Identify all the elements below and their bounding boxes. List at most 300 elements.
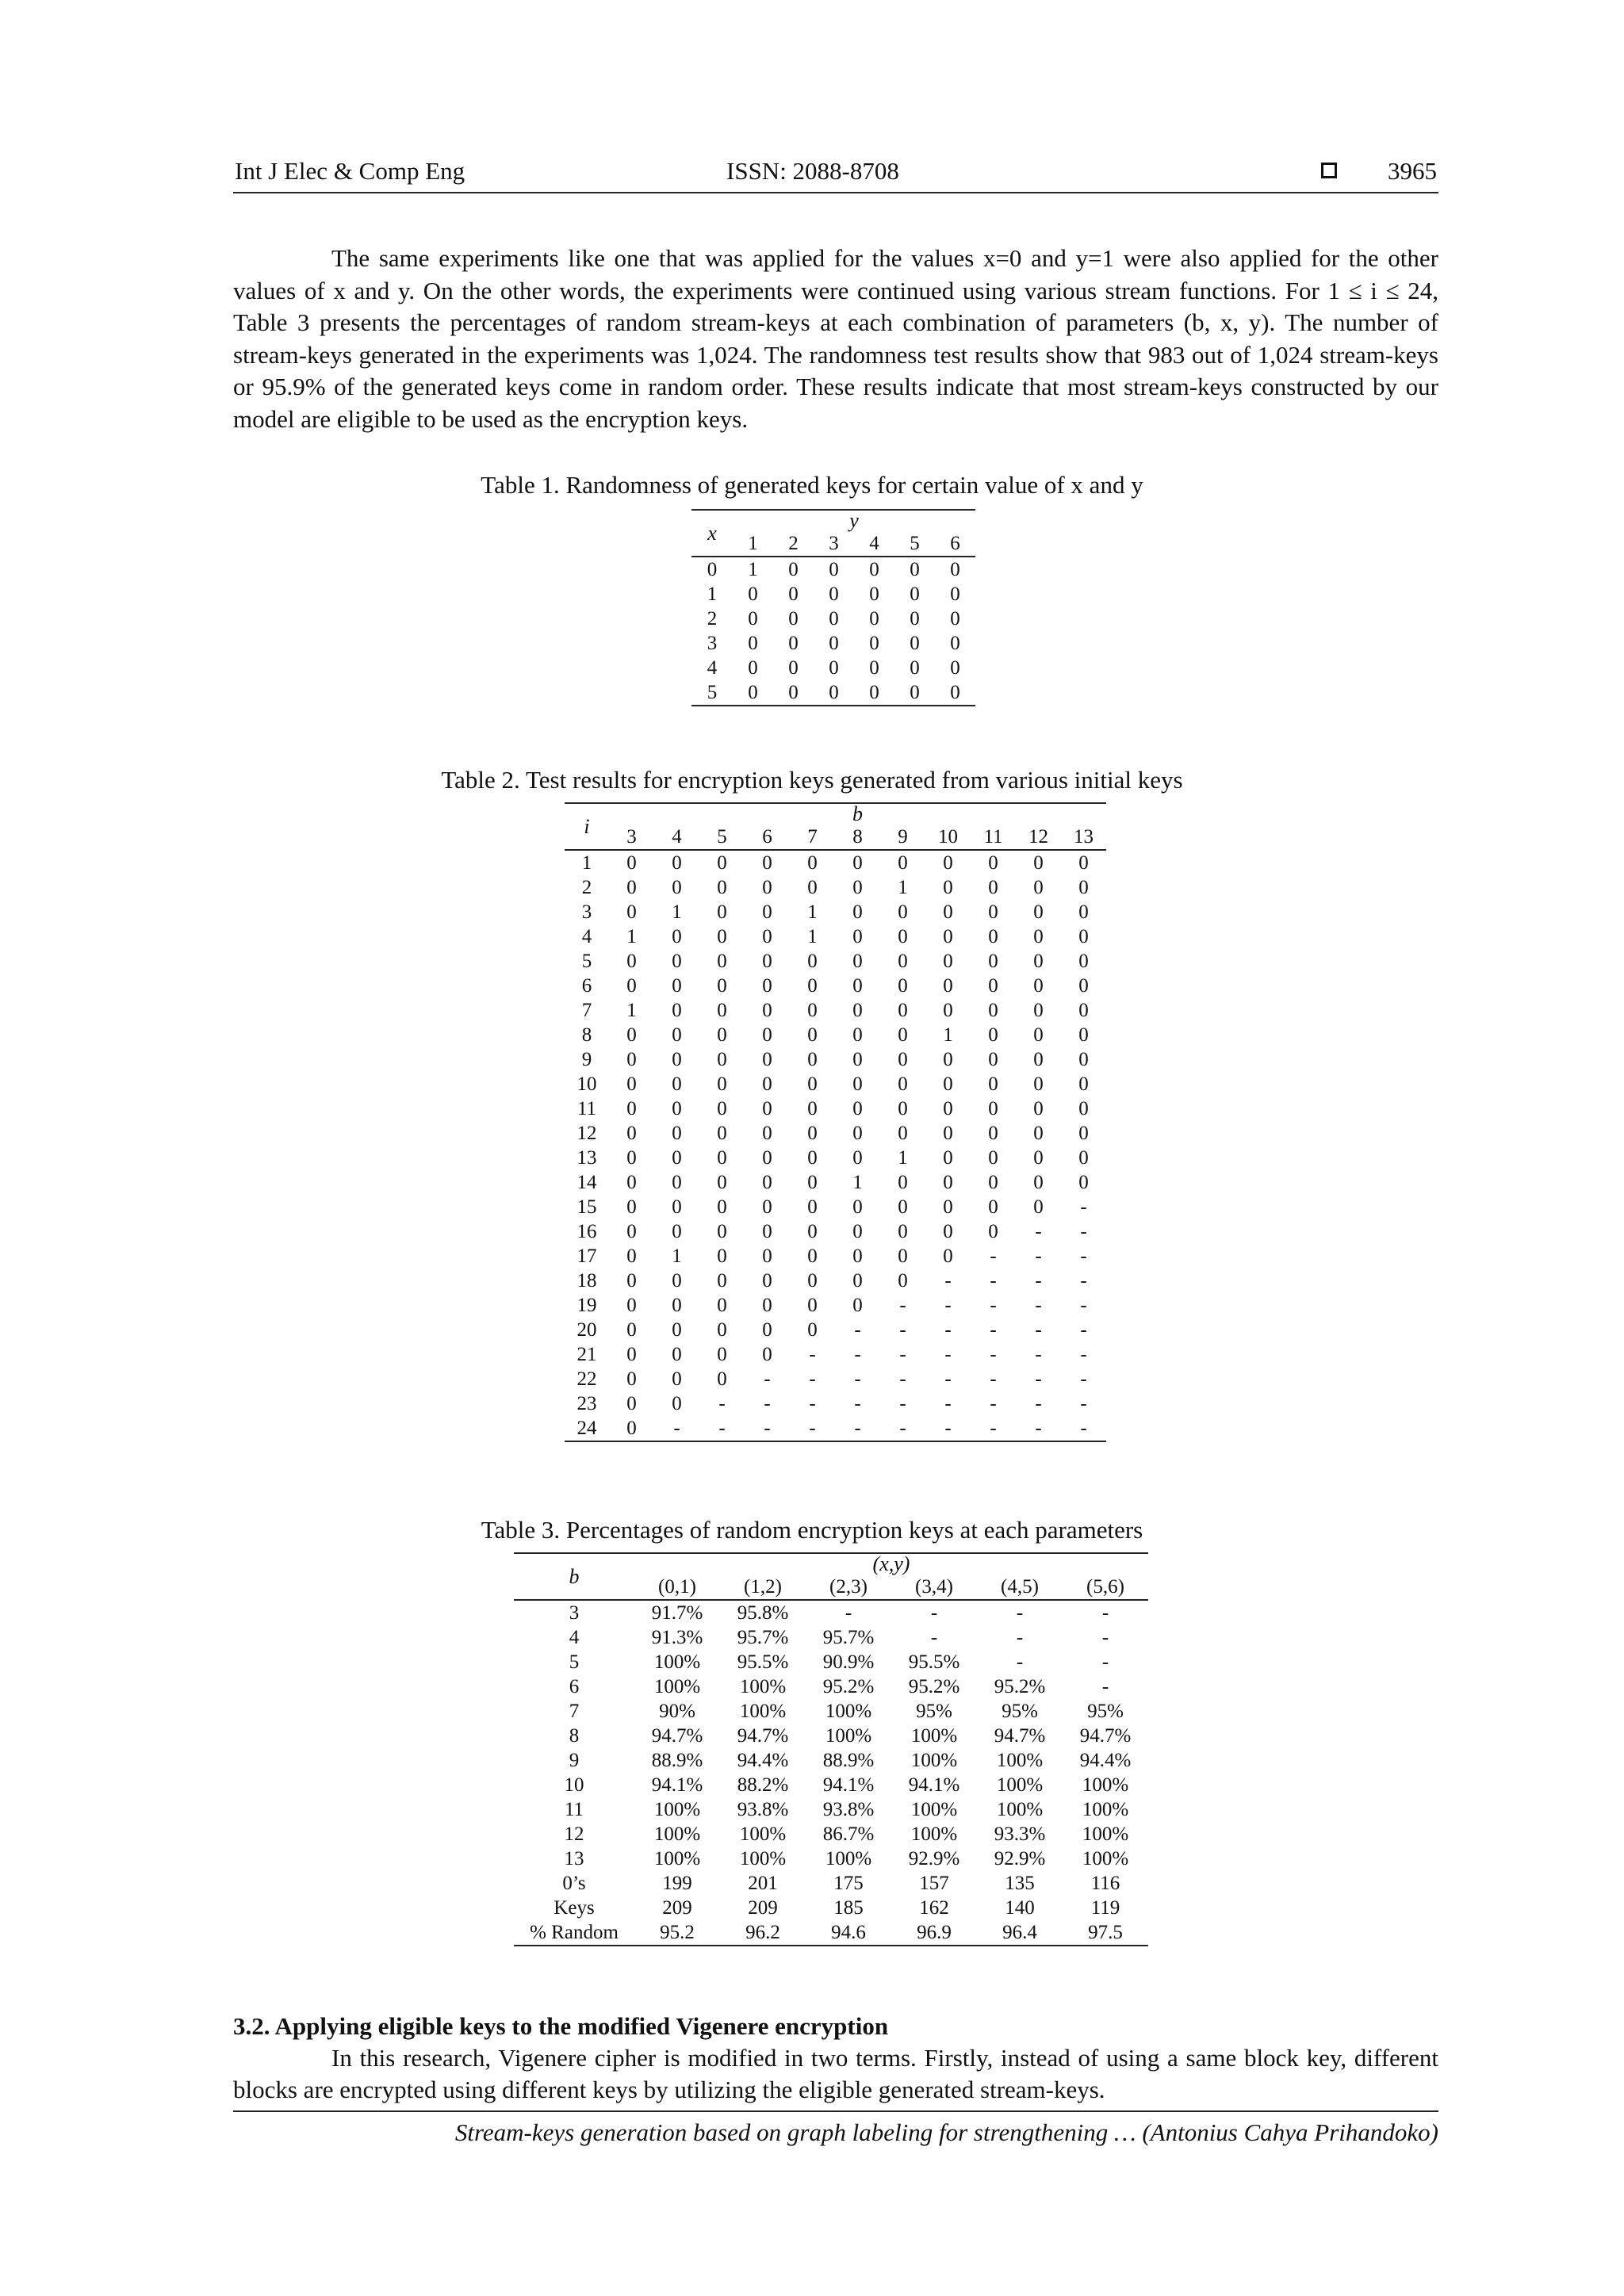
table1-caption: Table 1. Randomness of generated keys for certain value of x and y (481, 471, 1143, 499)
table2-cell: 0 (672, 1295, 682, 1316)
table2-cell: 0 (1033, 1196, 1044, 1218)
table2-cell: 0 (717, 1024, 727, 1046)
table2-cell: 0 (672, 1270, 682, 1292)
table2-cell: - (990, 1246, 997, 1267)
table2-cell: 1 (898, 1147, 908, 1169)
table3-cell: 100% (825, 1725, 872, 1747)
table2-cell: 0 (898, 1098, 908, 1119)
table-row (565, 875, 1106, 900)
table-row (514, 1822, 1148, 1846)
table2-cell: 0 (762, 1073, 772, 1095)
table3-cell: 91.7% (651, 1602, 703, 1624)
table2-cell: 0 (807, 1319, 818, 1341)
table3-cell: 162 (919, 1897, 949, 1919)
table2-cell: 0 (762, 1295, 772, 1316)
table3-cell: 94.7% (1079, 1725, 1132, 1747)
table1-cell: 0 (829, 633, 839, 654)
table-row (565, 1342, 1106, 1367)
table2-row-label: 21 (576, 1344, 597, 1365)
table-row (514, 1920, 1148, 1946)
table2-cell: 0 (807, 1270, 818, 1292)
table2-cell: 0 (717, 1147, 727, 1169)
table2-row-label: 10 (576, 1073, 597, 1095)
table1-row-variable: x (691, 510, 733, 557)
table1-cell: 0 (910, 633, 920, 654)
table2-cell: 0 (626, 1319, 637, 1341)
table1-column-header: 3 (814, 531, 854, 557)
table2-cell: 0 (988, 1000, 998, 1021)
table-row (691, 557, 975, 582)
table2-cell: 0 (943, 951, 953, 972)
table2-column-header: 3 (609, 825, 654, 850)
table2-cell: - (1035, 1221, 1042, 1242)
table3-cell: 95.2% (822, 1676, 875, 1697)
table2-cell: 1 (807, 926, 818, 947)
table-row (565, 1416, 1106, 1441)
table3-cell: 100% (653, 1676, 701, 1697)
table2-cell: 0 (762, 1049, 772, 1070)
table2-cell: - (718, 1418, 726, 1439)
table2-cell: 0 (943, 1098, 953, 1119)
table2-cell: 0 (1078, 877, 1089, 898)
table2-cell: 0 (807, 1123, 818, 1144)
table2-cell: - (990, 1270, 997, 1292)
table2-cell: 0 (762, 1000, 772, 1021)
table2-cell: 0 (1033, 1024, 1044, 1046)
table2-cell: 0 (807, 877, 818, 898)
table2-cell: 0 (717, 1368, 727, 1390)
table2-cell: - (1035, 1368, 1042, 1390)
table3-cell: 92.9% (994, 1848, 1046, 1869)
table2-cell: 0 (1033, 1172, 1044, 1193)
table2-cell: 0 (1033, 926, 1044, 947)
table2-cell: 0 (852, 975, 863, 997)
table2-cell: 0 (943, 1123, 953, 1144)
table3-column-header: (1,2) (720, 1575, 806, 1600)
table2-cell: 0 (943, 1000, 953, 1021)
table1-cell: 0 (869, 584, 879, 605)
table3-cell: 88.2% (737, 1774, 789, 1796)
table3-cell: 100% (910, 1823, 958, 1845)
table1-cell: 0 (829, 608, 839, 629)
table2-cell: - (1080, 1418, 1087, 1439)
table2-cell: 0 (762, 1172, 772, 1193)
table2-cell: 0 (762, 852, 772, 874)
table2-cell: 0 (1078, 1172, 1089, 1193)
table-row (691, 680, 975, 706)
table2-row-label: 13 (576, 1147, 597, 1169)
table2-cell: 0 (1033, 1147, 1044, 1169)
table1-cell: 0 (788, 559, 799, 580)
table2-row-label: 20 (576, 1319, 597, 1341)
table-row (514, 1699, 1148, 1724)
table2-cell: - (1035, 1270, 1042, 1292)
table2-cell: 0 (852, 1295, 863, 1316)
table2-column-header: 9 (880, 825, 925, 850)
table2-cell: 0 (717, 852, 727, 874)
table1-cell: 0 (788, 608, 799, 629)
table2-cell: - (809, 1344, 816, 1365)
table2-cell: 0 (626, 1123, 637, 1144)
table1-column-header: 4 (854, 531, 894, 557)
table-row (514, 1674, 1148, 1699)
table2-cell: 0 (672, 1344, 682, 1365)
table2-cell: 0 (626, 1246, 637, 1267)
table-row (514, 1846, 1148, 1871)
table2-cell: 0 (626, 1221, 637, 1242)
table3-cell: 185 (833, 1897, 864, 1919)
table3-cell: 94.6 (831, 1922, 866, 1943)
table2-row-label: 23 (576, 1393, 597, 1414)
table2-cell: 0 (762, 1246, 772, 1267)
table2-cell: 0 (988, 852, 998, 874)
table2-row-label: 3 (581, 901, 592, 923)
table3-row-label: 11 (564, 1799, 584, 1820)
table2-row-label: 9 (581, 1049, 592, 1070)
table3-cell: 94.7% (651, 1725, 703, 1747)
table2-cell: 0 (807, 1196, 818, 1218)
table3-cell: 201 (748, 1873, 778, 1894)
table1-cell: 0 (869, 682, 879, 703)
table2-cell: 0 (1033, 1123, 1044, 1144)
table2-row-label: 4 (581, 926, 592, 947)
table3-cell: - (845, 1602, 852, 1624)
table2-cell: 0 (988, 1098, 998, 1119)
table1-cell: 0 (829, 682, 839, 703)
table2-cell: 0 (898, 1073, 908, 1095)
table-row (565, 1293, 1106, 1318)
table2-cell: 0 (717, 1270, 727, 1292)
table3-cell: 95.2 (660, 1922, 695, 1943)
table2-cell: 0 (1078, 1123, 1089, 1144)
table2-row-label: 19 (576, 1295, 597, 1316)
table1-cell: 0 (869, 633, 879, 654)
table3-column-header: (3,4) (891, 1575, 977, 1600)
table2-cell: - (809, 1418, 816, 1439)
table2-cell: 0 (988, 1073, 998, 1095)
table3-column-header: (0,1) (634, 1575, 720, 1600)
table2-cell: 0 (762, 1319, 772, 1341)
table3-cell: 88.9% (651, 1750, 703, 1771)
table2-cell: 0 (852, 1196, 863, 1218)
table1-row-label: 1 (707, 584, 718, 605)
table2-cell: 0 (943, 1172, 953, 1193)
table2-column-header: 13 (1061, 825, 1106, 850)
table2-row-label: 7 (581, 1000, 592, 1021)
table3-cell: 100% (1082, 1774, 1129, 1796)
footer-rule (233, 2110, 1438, 2112)
table3-cell: 95.7% (822, 1627, 875, 1648)
table2-cell: - (1035, 1319, 1042, 1341)
table2-cell: 0 (898, 1049, 908, 1070)
table2-row-label: 5 (581, 951, 592, 972)
table1-row-label: 4 (707, 657, 718, 679)
table-row (691, 607, 975, 631)
section-heading: 3.2. Applying eligible keys to the modified Vigenere encryption (233, 2012, 889, 2040)
table2-cell: - (854, 1393, 861, 1414)
table1-cell: 0 (869, 657, 879, 679)
table2-row-label: 12 (576, 1123, 597, 1144)
table3-row-label: 12 (564, 1823, 584, 1845)
table-row (514, 1797, 1148, 1822)
table1-cell: 0 (748, 657, 758, 679)
table1-cell: 0 (950, 682, 960, 703)
table2-cell: 0 (852, 1270, 863, 1292)
table2-cell: 1 (852, 1172, 863, 1193)
table3-cell: 94.1% (908, 1774, 960, 1796)
table2-cell: 0 (717, 975, 727, 997)
table2-cell: 0 (717, 1049, 727, 1070)
table2-row-label: 6 (581, 975, 592, 997)
table3-cell: 100% (996, 1799, 1044, 1820)
table2-cell: 0 (988, 1024, 998, 1046)
table2-cell: 1 (807, 901, 818, 923)
table2-cell: 0 (717, 951, 727, 972)
table-row (565, 1219, 1106, 1244)
table2-cell: 0 (762, 926, 772, 947)
table2-cell: 0 (943, 1073, 953, 1095)
table3-cell: 94.4% (737, 1750, 789, 1771)
table2-cell: 0 (626, 1147, 637, 1169)
table3-cell: 100% (653, 1651, 701, 1673)
table-row (565, 1072, 1106, 1096)
table2-cell: 0 (807, 975, 818, 997)
table2-cell: 0 (717, 877, 727, 898)
table1-cell: 0 (748, 633, 758, 654)
table1-cell: 0 (910, 559, 920, 580)
table-row (691, 582, 975, 607)
table2-cell: - (1035, 1246, 1042, 1267)
table2-cell: - (854, 1418, 861, 1439)
table1-row-label: 5 (707, 682, 718, 703)
table3-cell: 100% (653, 1848, 701, 1869)
table-row (514, 1871, 1148, 1896)
table1-column-header: 1 (733, 531, 773, 557)
table3-cell: 94.7% (737, 1725, 789, 1747)
table2-cell: 0 (943, 1049, 953, 1070)
table3-cell: 100% (653, 1799, 701, 1820)
table2-cell: - (1035, 1295, 1042, 1316)
table2-cell: - (944, 1393, 952, 1414)
table3-cell: 95.2% (994, 1676, 1046, 1697)
table2-column-header: 12 (1016, 825, 1061, 850)
table2-cell: - (899, 1418, 906, 1439)
table2-row-label: 17 (576, 1246, 597, 1267)
section-paragraph: In this research, Vigenere cipher is modified in two terms. Firstly, instead of using a same block key, different blocks are encrypted using different keys by utilizing the eligible generated stream-keys. (233, 2044, 1438, 2103)
table2-cell: 0 (626, 1196, 637, 1218)
table2-cell: 0 (1033, 877, 1044, 898)
table1-cell: 0 (910, 682, 920, 703)
table1-cell: 0 (869, 608, 879, 629)
body-paragraph: The same experiments like one that was applied for the values x=0 and y=1 were also applied for the other values of x and y. On the other words, the experiments were continued using various stream functions. For 1 ≤ i ≤ 24, Table 3 presents the percentages of random stream-keys at each combination of parameters (b, x, y). The number of stream-keys generated in the experiments was 1,024. The randomness test results show that 983 out of 1,024 stream-keys or 95.9% of the generated keys come in random order. These results indicate that most stream-keys constructed by our model are eligible to be used as the encryption keys. (233, 244, 1438, 433)
table2-cell: 0 (898, 1024, 908, 1046)
table3-row-label: 9 (569, 1750, 580, 1771)
table2-cell: 0 (672, 1049, 682, 1070)
table2-cell: 0 (762, 901, 772, 923)
table2-cell: 0 (852, 926, 863, 947)
table1-cell: 0 (748, 682, 758, 703)
table2-cell: 0 (762, 975, 772, 997)
table3-cell: 90% (659, 1701, 695, 1722)
table2-cell: 0 (717, 1000, 727, 1021)
table2-cell: - (990, 1295, 997, 1316)
table3-row-label: 3 (569, 1602, 580, 1624)
table2-cell: 0 (988, 1147, 998, 1169)
table3-row-label: Keys (553, 1897, 595, 1919)
table2-cell: 0 (852, 1221, 863, 1242)
table3-cell: 92.9% (908, 1848, 960, 1869)
table2-cell: 0 (626, 1024, 637, 1046)
table-row (565, 1367, 1106, 1391)
table2-cell: 0 (717, 1073, 727, 1095)
table2-cell: 0 (1033, 901, 1044, 923)
table2-cell: 0 (672, 877, 682, 898)
table2-cell: 0 (672, 1000, 682, 1021)
table-row (514, 1625, 1148, 1650)
table2-cell: 0 (1078, 975, 1089, 997)
table2-column-header: 8 (835, 825, 880, 850)
table2-cell: 0 (852, 1049, 863, 1070)
table2-column-header: 5 (699, 825, 745, 850)
table2-cell: 0 (1033, 852, 1044, 874)
table2-cell: - (764, 1393, 771, 1414)
table3-cell: 209 (662, 1897, 692, 1919)
table3-column-variable: (x,y) (872, 1552, 910, 1575)
table2-cell: - (944, 1368, 952, 1390)
table3-cell: 95.8% (737, 1602, 789, 1624)
table2-cell: - (1080, 1393, 1087, 1414)
table1-column-header: 2 (773, 531, 814, 557)
table2-cell: 0 (852, 1073, 863, 1095)
table3-cell: - (1101, 1676, 1109, 1697)
table2-cell: 0 (988, 877, 998, 898)
table2-cell: 0 (626, 1393, 637, 1414)
table2-cell: 0 (807, 1073, 818, 1095)
table1-cell: 0 (748, 584, 758, 605)
page-number: 3965 (1388, 157, 1437, 185)
table2-cell: 0 (717, 926, 727, 947)
table1-cell: 0 (950, 657, 960, 679)
table2-cell: - (1080, 1221, 1087, 1242)
table-row (691, 656, 975, 680)
table2-cell: 0 (717, 1196, 727, 1218)
table3-row-label: 4 (569, 1627, 580, 1648)
table2-cell: 0 (988, 901, 998, 923)
table2-cell: 0 (1078, 1098, 1089, 1119)
table-row (565, 1023, 1106, 1047)
table2-cell: 0 (762, 1098, 772, 1119)
table2-cell: 0 (626, 975, 637, 997)
table2-cell: 0 (672, 1368, 682, 1390)
table2-cell: 0 (852, 1147, 863, 1169)
table2-cell: 0 (717, 1295, 727, 1316)
table2-cell: 0 (943, 901, 953, 923)
table2-column-header: 10 (925, 825, 971, 850)
table3-cell: 94.4% (1079, 1750, 1132, 1771)
table2-cell: - (854, 1344, 861, 1365)
table2-cell: 0 (672, 1221, 682, 1242)
table2-cell: - (1080, 1196, 1087, 1218)
table2-cell: 0 (762, 1196, 772, 1218)
table2-cell: 0 (1033, 975, 1044, 997)
table3-cell: 95.5% (908, 1651, 960, 1673)
table2-cell: - (899, 1295, 906, 1316)
table2-cell: 0 (762, 951, 772, 972)
table3-cell: 135 (1005, 1873, 1035, 1894)
table2-cell: - (673, 1418, 680, 1439)
table2-cell: 0 (807, 1000, 818, 1021)
table3-cell: 100% (1082, 1823, 1129, 1845)
table3-cell: 119 (1090, 1897, 1120, 1919)
table3-cell: 175 (833, 1873, 864, 1894)
table2-cell: 0 (852, 1000, 863, 1021)
table3-row-label: 10 (564, 1774, 584, 1796)
table3-cell: 209 (748, 1897, 778, 1919)
table-row (691, 631, 975, 656)
table2-cell: 0 (1033, 1098, 1044, 1119)
table2-cell: 0 (672, 1123, 682, 1144)
table3-cell: - (1101, 1651, 1109, 1673)
table2-cell: - (990, 1418, 997, 1439)
table2-cell: 0 (1078, 1147, 1089, 1169)
table2-cell: 0 (762, 1270, 772, 1292)
table2-column-header: 6 (745, 825, 790, 850)
table2-row-label: 14 (576, 1172, 597, 1193)
table2-row-label: 16 (576, 1221, 597, 1242)
table2-cell: 0 (852, 901, 863, 923)
table3-cell: 94.1% (651, 1774, 703, 1796)
table1-column-header: 5 (894, 531, 935, 557)
table2-cell: 0 (898, 1172, 908, 1193)
table2-cell: 0 (672, 975, 682, 997)
table3-cell: - (1101, 1627, 1109, 1648)
table2-cell: 0 (626, 1344, 637, 1365)
table2-cell: 0 (943, 1147, 953, 1169)
table2-cell: 0 (672, 1073, 682, 1095)
table2-cell: 0 (898, 1270, 908, 1292)
table1-cell: 0 (788, 657, 799, 679)
table2-cell: 0 (717, 1123, 727, 1144)
table2-cell: 0 (717, 1098, 727, 1119)
table2-cell: 0 (672, 951, 682, 972)
table2-row-variable: i (565, 803, 609, 850)
table2-cell: 0 (762, 1147, 772, 1169)
table3-cell: 95% (916, 1701, 952, 1722)
table3-cell: 100% (1082, 1799, 1129, 1820)
table2-cell: 0 (1033, 1073, 1044, 1095)
table2-cell: - (990, 1319, 997, 1341)
table2-cell: 0 (1078, 1000, 1089, 1021)
table3-cell: 100% (739, 1701, 787, 1722)
table-row (565, 850, 1106, 875)
table3-cell: 100% (910, 1750, 958, 1771)
table2-cell: - (809, 1368, 816, 1390)
table2-cell: 0 (807, 1246, 818, 1267)
table-row (565, 1391, 1106, 1416)
table2-cell: 1 (626, 926, 637, 947)
table3-cell: 88.9% (822, 1750, 875, 1771)
table1-cell: 0 (910, 584, 920, 605)
table2-cell: 0 (672, 926, 682, 947)
table3-cell: 95.2% (908, 1676, 960, 1697)
table2-cell: 0 (852, 1123, 863, 1144)
table2-cell: - (1035, 1418, 1042, 1439)
table2-cell: 0 (943, 1246, 953, 1267)
table2-cell: 0 (1078, 926, 1089, 947)
table3-cell: 97.5 (1088, 1922, 1123, 1943)
table3-cell: 93.8% (822, 1799, 875, 1820)
table2-cell: 0 (762, 877, 772, 898)
